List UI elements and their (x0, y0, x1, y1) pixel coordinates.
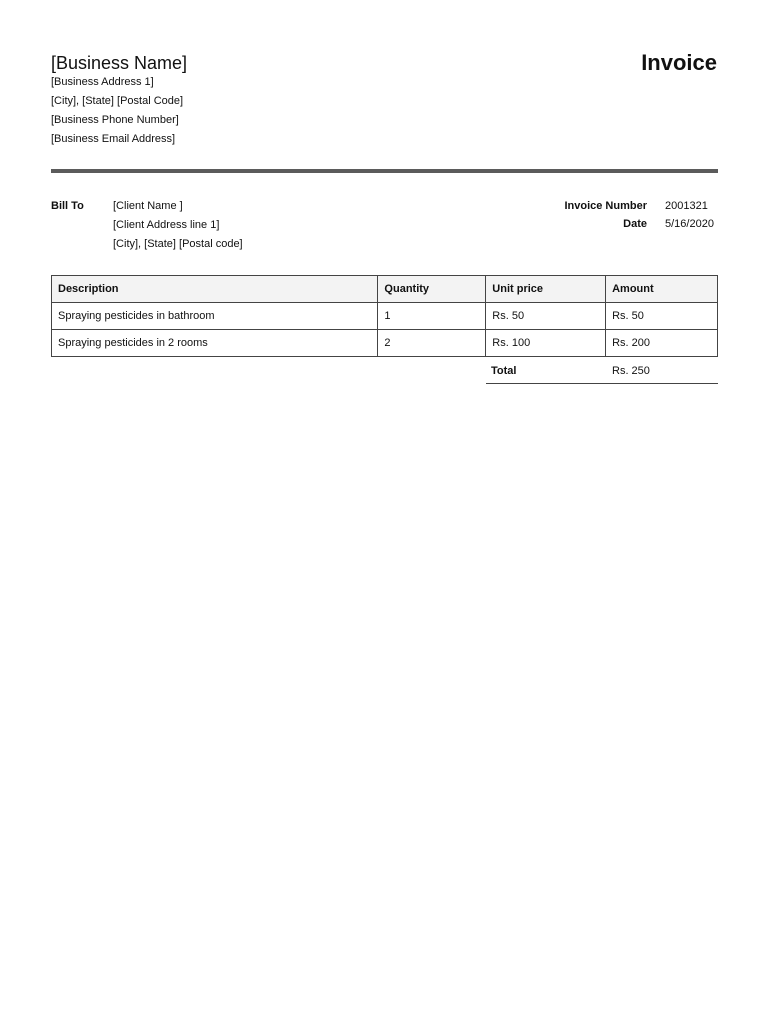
invoice-number-row (537, 199, 719, 217)
client-name: [Client Name ] (113, 200, 183, 212)
table-header-row (52, 276, 718, 303)
total-row (486, 358, 718, 384)
invoice-number-label: Invoice Number (564, 200, 647, 212)
invoice-date-row (537, 217, 719, 235)
header-quantity: Quantity (378, 276, 486, 303)
line-items-table (51, 275, 718, 357)
header-description: Description (52, 276, 378, 303)
client-details (113, 199, 243, 256)
business-phone: [Business Phone Number] (51, 114, 179, 126)
invoice-meta (537, 199, 719, 235)
business-name: [Business Name] (51, 53, 188, 73)
invoice-number-value: 2001321 (665, 200, 708, 212)
invoice-title: Invoice (641, 50, 717, 75)
cell-quantity: 1 (378, 303, 486, 330)
cell-description: Spraying pesticides in bathroom (52, 303, 378, 330)
business-address: [Business Address 1] (51, 76, 154, 88)
business-city-state-postal: [City], [State] [Postal Code] (51, 95, 184, 107)
client-city-state-postal: [City], [State] [Postal code] (113, 238, 243, 250)
total-label: Total (491, 365, 517, 377)
table-row (52, 303, 718, 330)
total-value: Rs. 250 (612, 365, 650, 377)
business-email: [Business Email Address] (51, 133, 176, 145)
bill-to-label: Bill To (51, 200, 84, 212)
client-address: [Client Address line 1] (113, 219, 220, 231)
invoice-date-label: Date (623, 218, 647, 230)
table-row (52, 330, 718, 357)
header-unit-price: Unit price (486, 276, 606, 303)
business-details (51, 73, 183, 149)
cell-quantity: 2 (378, 330, 486, 357)
header-divider (51, 169, 718, 173)
cell-unit-price: Rs. 100 (486, 330, 606, 357)
cell-description: Spraying pesticides in 2 rooms (52, 330, 378, 357)
invoice-date-value: 5/16/2020 (665, 218, 714, 230)
cell-amount: Rs. 50 (606, 303, 718, 330)
header-amount: Amount (606, 276, 718, 303)
cell-amount: Rs. 200 (606, 330, 718, 357)
cell-unit-price: Rs. 50 (486, 303, 606, 330)
